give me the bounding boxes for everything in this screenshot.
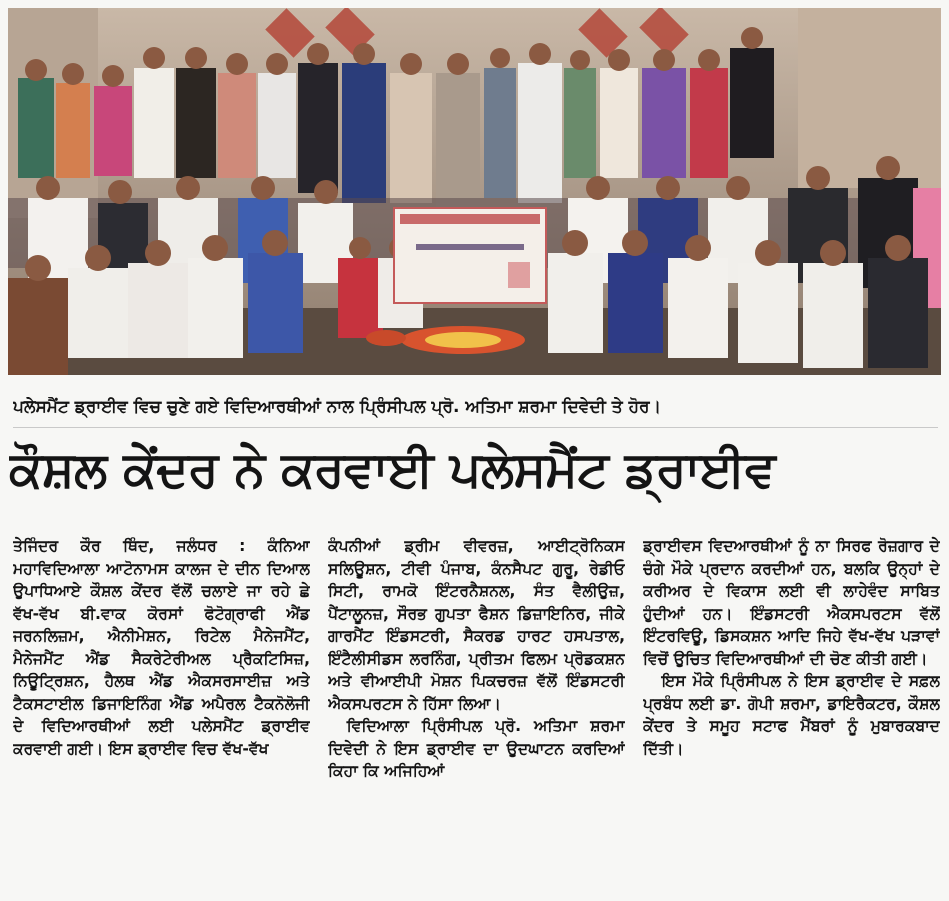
- article-column-3: [643, 535, 940, 895]
- article-column-2: [328, 535, 625, 895]
- article-paragraph: ਕੰਪਨੀਆਂ ਡ੍ਰੀਮ ਵੀਵਰਜ਼, ਆਈਟ੍ਰੋਨਿਕਸ ਸਲਿਊਸ਼ਨ, ਟੀਵੀ ਪੰਜਾਬ, ਕੰਨਸੈਪਟ ਗੁਰੂ, ਰੇਡੀਓ ਸਿਟੀ, ਰਾਮਕੋ ਇੰਟਰਨੈਸ਼ਨਲ, ਸੰਤ ਵੈਲੀਉਜ਼, ਪੈਂਟਾਲੂਨਜ਼, ਸੌਰਭ ਗੁਪਤਾ ਫੈਸ਼ਨ ਡਿਜ਼ਾਇਨਿਰ, ਜੀਕੇ ਗਾਰਮੈਂਟ ਇੰਡਸਟਰੀ, ਸੈਕਰਡ ਹਾਰਟ ਹਸਪਤਾਲ, ਇੰਟੈਲੀਸੀਡਸ ਲਰਨਿੰਗ, ਪ੍ਰੀਤਮ ਫਿਲਮ ਪ੍ਰੋਡਕਸ਼ਨ ਅਤੇ ਵੀਆਈਪੀ ਮੋਸ਼ਨ ਪਿਕਚਰਜ਼ ਵੱਲੋਂ ਇੰਡਸਟਰੀ ਐਕਸਪਰਟਸ ਨੇ ਹਿੱਸਾ ਲਿਆ।: [328, 537, 625, 713]
- article-paragraph: ਇਸ ਮੌਕੇ ਪ੍ਰਿੰਸੀਪਲ ਨੇ ਇਸ ਡ੍ਰਾਈਵ ਦੇ ਸਫ਼ਲ ਪ੍ਰਬੰਧ ਲਈ ਡਾ. ਗੋਪੀ ਸ਼ਰਮਾ, ਡਾਇਰੈਕਟਰ, ਕੌਸ਼ਲ ਕੇਂਦਰ ਤੇ ਸਮੂਹ ਸਟਾਫ ਮੈਂਬਰਾਂ ਨੂੰ ਮੁਬਾਰਕਬਾਦ ਦਿੱਤੀ।: [643, 672, 940, 758]
- article-column-1: [13, 535, 310, 895]
- group-photo: [8, 8, 941, 375]
- article-body: [13, 535, 940, 895]
- headline: ਕੌਸ਼ਲ ਕੇਂਦਰ ਨੇ ਕਰਵਾਈ ਪਲੇਸਮੈਂਟ ਡ੍ਰਾਈਵ: [9, 441, 776, 498]
- article-paragraph: ਡ੍ਰਾਈਵਸ ਵਿਦਆਰਥੀਆਂ ਨੂੰ ਨਾ ਸਿਰਫ ਰੋਜ਼ਗਾਰ ਦੇ ਚੰਗੇ ਮੌਕੇ ਪ੍ਰਦਾਨ ਕਰਦੀਆਂ ਹਨ, ਬਲਕਿ ਉਨ੍ਹਾਂ ਦੇ ਕਰੀਅਰ ਦੇ ਵਿਕਾਸ ਲਈ ਵੀ ਲਾਹੇਵੰਦ ਸਾਬਿਤ ਹੁੰਦੀਆਂ ਹਨ। ਇੰਡਸਟਰੀ ਐਕਸਪਰਟਸ ਵੱਲੋਂ ਇੰਟਰਵਿਊ, ਡਿਸਕਸ਼ਨ ਆਦਿ ਜਿਹੇ ਵੱਖ-ਵੱਖ ਪੜਾਵਾਂ ਵਿਚੋਂ ਉਚਿਤ ਵਿਦਿਆਰਥੀਆਂ ਦੀ ਚੋਣ ਕੀਤੀ ਗਈ।: [643, 537, 940, 668]
- article-paragraph: ਵਿਦਿਆਲਾ ਪ੍ਰਿੰਸੀਪਲ ਪ੍ਰੋ. ਅਤਿਮਾ ਸ਼ਰਮਾ ਦਿਵੇਦੀ ਨੇ ਇਸ ਡ੍ਰਾਈਵ ਦਾ ਉਦਘਾਟਨ ਕਰਦਿਆਂ ਕਿਹਾ ਕਿ ਅਜਿਹਿਆਂ: [328, 717, 625, 780]
- paragraph-text: ਕੰਨਿਆ ਮਹਾਵਿਦਿਆਲਾ ਆਟੋਨਾਮਸ ਕਾਲਜ ਦੇ ਦੀਨ ਦਿਆਲ ਉਪਾਧਿਆਏ ਕੌਸ਼ਲ ਕੇਂਦਰ ਵੱਲੋਂ ਚਲਾਏ ਜਾ ਰਹੇ ਛੇ ਵੱਖ-ਵੱਖ ਬੀ.ਵਾਕ ਕੋਰਸਾਂ ਫੋਟੋਗ੍ਰਾਫੀ ਐਂਡ ਜਰਨਲਿਜ਼ਮ, ਐਨੀਮੇਸ਼ਨ, ਰਿਟੇਲ ਮੈਨੇਜਮੈਂਟ, ਮੈਨੇਜਮੈਂਟ ਐਂਡ ਸੈਕਰੇਟੇਰੀਅਲ ਪ੍ਰੈਕਟਿਸਿਜ਼, ਨਿਊਟ੍ਰਿਸ਼ਨ, ਹੈਲਥ ਐਂਡ ਐਕਸਰਸਾਈਜ਼ ਅਤੇ ਟੈਕਸਟਾਈਲ ਡਿਜਾਇਨਿੰਗ ਐਂਡ ਅਪੈਰਲ ਟੈਕਨੋਲੋਜੀ ਦੇ ਵਿਦਿਆਰਥੀਆਂ ਲਈ ਪਲੇਸਮੈਂਟ ਡ੍ਰਾਈਵ ਕਰਵਾਈ ਗਈ। ਇਸ ਡ੍ਰਾਈਵ ਵਿਚ ਵੱਖ-ਵੱਖ: [13, 537, 310, 758]
- photo-caption: ਪਲੇਸਮੈਂਟ ਡ੍ਰਾਈਵ ਵਿਚ ਚੁਣੇ ਗਏ ਵਿਦਿਆਰਥੀਆਂ ਨਾਲ ਪ੍ਰਿੰਸੀਪਲ ਪ੍ਰੋ. ਅਤਿਮਾ ਸ਼ਰਮਾ ਦਿਵੇਦੀ ਤੇ ਹੋਰ।: [13, 397, 662, 417]
- group-photo-icon: [8, 8, 941, 375]
- article-paragraph: [13, 535, 310, 760]
- byline: ਤੇਜਿੰਦਰ ਕੌਰ ਥਿੰਦ, ਜਲੰਧਰ :: [13, 537, 246, 555]
- divider: [13, 427, 938, 428]
